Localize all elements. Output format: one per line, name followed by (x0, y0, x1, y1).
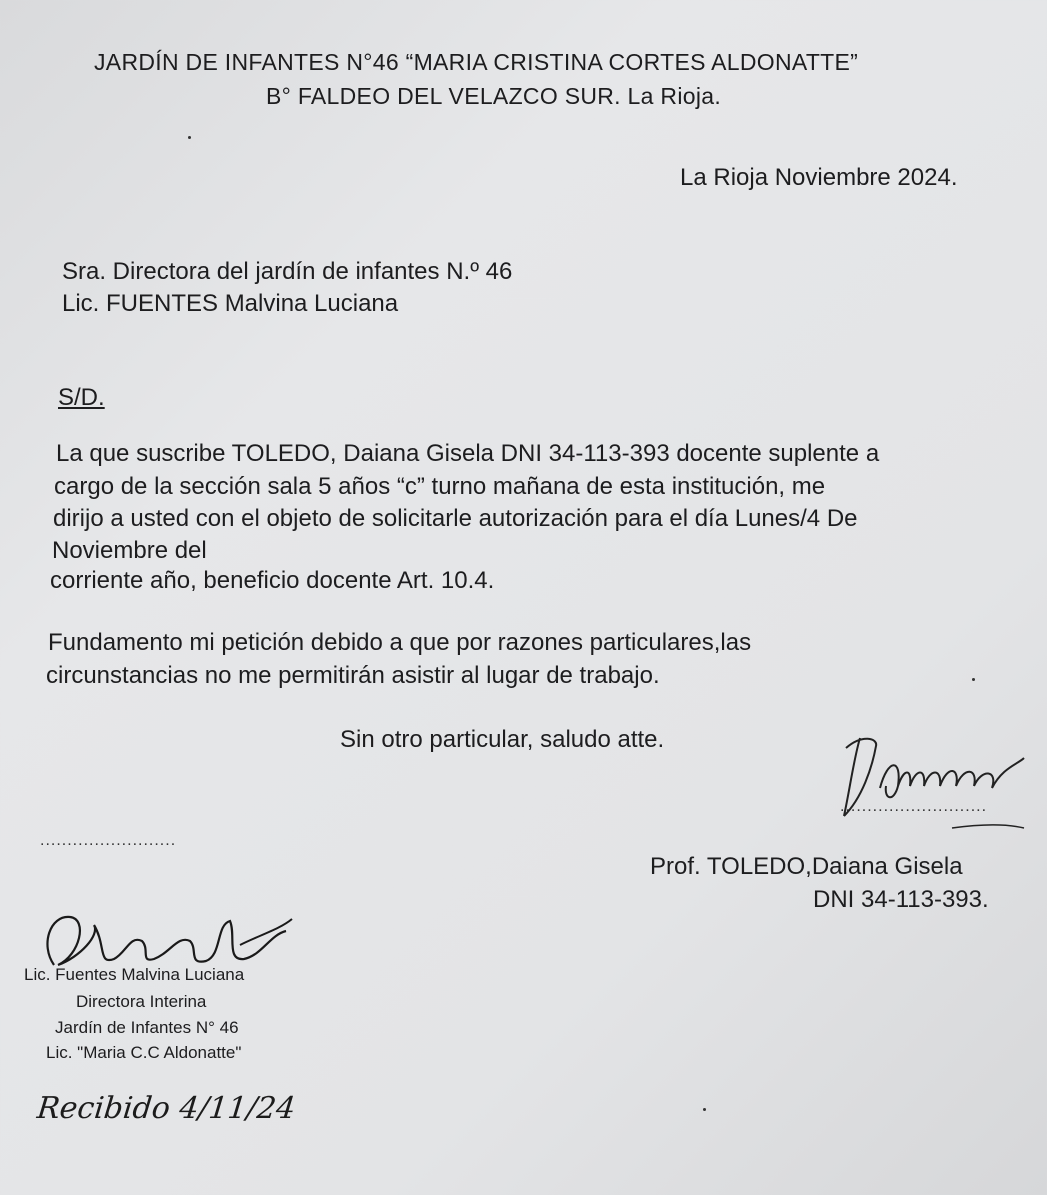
recipient-line-1: Sra. Directora del jardín de infantes N.º 46 (62, 258, 513, 285)
closing-line: Sin otro particular, saludo atte. (340, 726, 665, 753)
received-handwriting (36, 1082, 336, 1132)
body-paragraph-1-line-1: La que suscribe TOLEDO, Daiana Gisela DNI 34-113-393 docente suplente a (56, 440, 880, 467)
teacher-signature (832, 728, 1047, 838)
received-note-text: Recibido 4/11/24 (35, 1091, 298, 1126)
director-stamp-line-3: Jardín de Infantes N° 46 (55, 1018, 239, 1037)
salutation: S/D. (58, 384, 105, 411)
recipient-line-2: Lic. FUENTES Malvina Luciana (62, 290, 399, 317)
header-line-1: JARDÍN DE INFANTES N°46 “MARIA CRISTINA CORTES ALDONATTE” (94, 49, 859, 75)
signatory-name: Prof. TOLEDO,Daiana Gisela (650, 853, 963, 880)
signature-dotted-line-left: ......................... (40, 832, 177, 849)
body-paragraph-2-line-2: circunstancias no me permitirán asistir al lugar de trabajo. (46, 662, 660, 689)
body-paragraph-2-line-1: Fundamento mi petición debido a que por razones particulares,las (48, 629, 752, 656)
signature-dotted-line-right: ........................... (840, 798, 988, 815)
director-stamp-line-4: Lic. "Maria C.C Aldonatte" (46, 1043, 242, 1062)
body-paragraph-1-line-4: Noviembre del (52, 537, 207, 564)
director-stamp-line-1: Lic. Fuentes Malvina Luciana (24, 965, 245, 984)
paper-speck (703, 1108, 706, 1111)
body-paragraph-1-line-5: corriente año, beneficio docente Art. 10.4. (50, 567, 495, 594)
signatory-dni: DNI 34-113-393. (813, 886, 989, 913)
director-stamp-line-2: Directora Interina (76, 992, 207, 1011)
body-paragraph-1-line-3: dirijo a usted con el objeto de solicitarle autorización para el día Lunes/4 De (53, 505, 858, 532)
paper-speck (972, 678, 975, 681)
letter-date: La Rioja Noviembre 2024. (680, 164, 958, 191)
body-paragraph-1-line-2: cargo de la sección sala 5 años “c” turno mañana de esta institución, me (54, 473, 826, 500)
header-line-2: B° FALDEO DEL VELAZCO SUR. La Rioja. (266, 83, 722, 109)
paper-speck (188, 136, 191, 139)
